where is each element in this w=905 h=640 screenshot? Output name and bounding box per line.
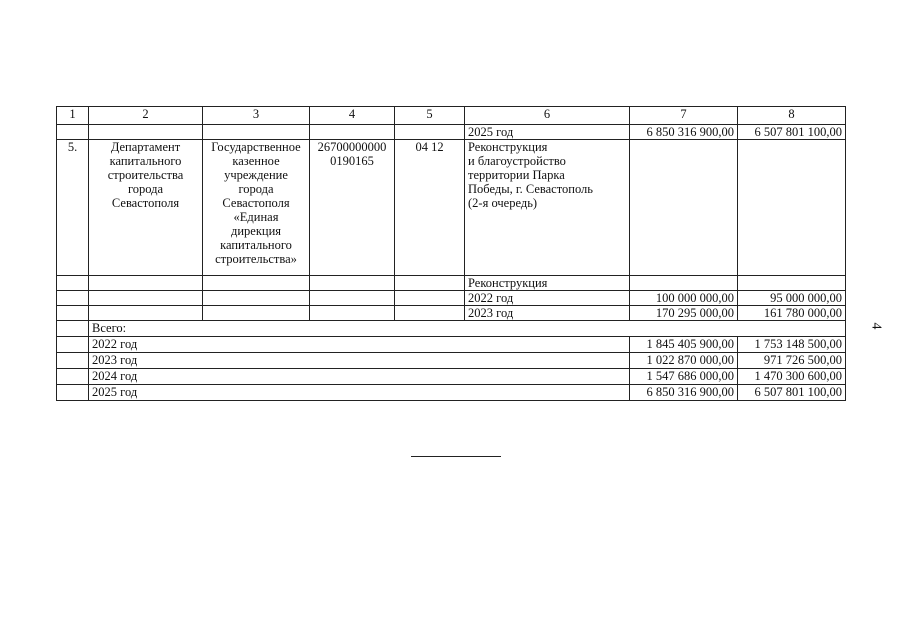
total-col7: 6 850 316 900,00 [630, 385, 738, 401]
total-row [57, 385, 846, 401]
header-cell: 6 [465, 107, 630, 125]
total-year-label: 2022 год [89, 337, 630, 353]
header-cell: 4 [310, 107, 395, 125]
department-cell: Департамент капитального строительства города Севастополя [89, 140, 203, 276]
amount-col7: 100 000 000,00 [630, 291, 738, 306]
rekon-label: Реконструкция [465, 276, 630, 291]
amount-col8: 95 000 000,00 [738, 291, 846, 306]
amount-col7: 170 295 000,00 [630, 306, 738, 321]
year-label: 2022 год [465, 291, 630, 306]
total-year-label: 2025 год [89, 385, 630, 401]
total-col8: 971 726 500,00 [738, 353, 846, 369]
page-number: 4 [868, 322, 884, 330]
total-col7: 1 845 405 900,00 [630, 337, 738, 353]
total-col8: 1 753 148 500,00 [738, 337, 846, 353]
table-row [57, 125, 846, 140]
total-col7: 1 547 686 000,00 [630, 369, 738, 385]
header-cell: 8 [738, 107, 846, 125]
amount-col8: 161 780 000,00 [738, 306, 846, 321]
table-row [57, 291, 846, 306]
closing-divider [411, 456, 501, 457]
total-header-row [57, 321, 846, 337]
total-row [57, 369, 846, 385]
table-row [57, 276, 846, 291]
header-cell: 7 [630, 107, 738, 125]
total-col7: 1 022 870 000,00 [630, 353, 738, 369]
total-year-label: 2024 год [89, 369, 630, 385]
header-cell: 1 [57, 107, 89, 125]
amount-col7: 6 850 316 900,00 [630, 125, 738, 140]
code-cell: 26700000000 0190165 [310, 140, 395, 276]
header-cell: 3 [203, 107, 310, 125]
entry-number: 5. [57, 140, 89, 276]
total-col8: 1 470 300 600,00 [738, 369, 846, 385]
total-label: Всего: [89, 321, 846, 337]
section-cell: 04 12 [395, 140, 465, 276]
budget-table [56, 106, 846, 401]
amount-col8: 6 507 801 100,00 [738, 125, 846, 140]
header-cell: 5 [395, 107, 465, 125]
object-cell: Реконструкция и благоустройство территории Парка Победы, г. Севастополь (2-я очередь) [465, 140, 630, 276]
institution-cell: Государственное казенное учреждение города Севастополя «Единая дирекция капитального строительства» [203, 140, 310, 276]
table-row [57, 306, 846, 321]
total-row [57, 353, 846, 369]
total-row [57, 337, 846, 353]
entry-row [57, 140, 846, 276]
header-row [57, 107, 846, 125]
total-col8: 6 507 801 100,00 [738, 385, 846, 401]
year-label: 2023 год [465, 306, 630, 321]
year-label: 2025 год [465, 125, 630, 140]
header-cell: 2 [89, 107, 203, 125]
total-year-label: 2023 год [89, 353, 630, 369]
